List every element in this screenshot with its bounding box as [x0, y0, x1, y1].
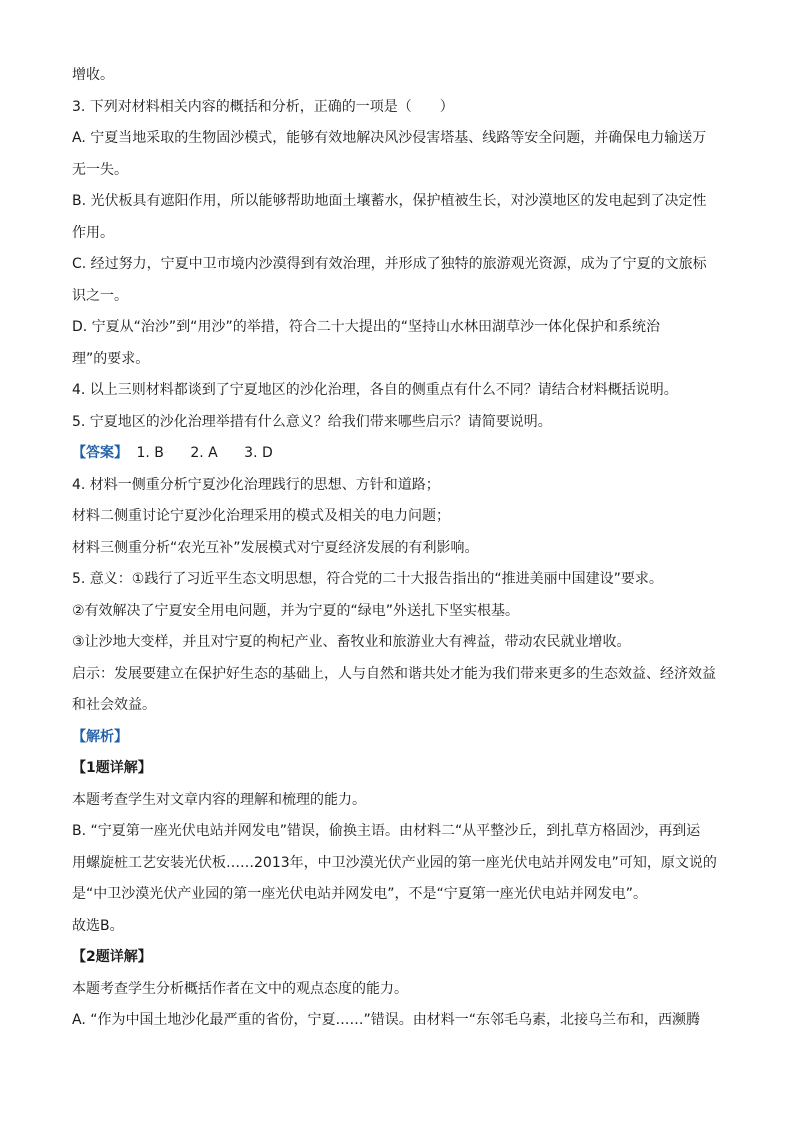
q2-line-1: 本题考查学生分析概括作者在文中的观点态度的能力。: [72, 981, 408, 997]
option-b-line-1: B. 光伏板具有遮阳作用，所以能够帮助地面土壤蓄水，保护植被生长，对沙漠地区的发电起到了决定性: [72, 193, 707, 209]
text-line: 增收。: [72, 67, 114, 83]
option-a-line-1: A. 宁夏当地采取的生物固沙模式，能够有效地解决风沙侵害塔基、线路等安全问题，并确保电力输送万: [72, 130, 707, 146]
answer-item: 1. B: [136, 445, 164, 461]
answer-5-line-3: ③让沙地大变样，并且对宁夏的枸杞产业、畜牧业和旅游业大有裨益，带动农民就业增收。: [72, 634, 631, 650]
q1-line-5: 故选B。: [72, 918, 124, 934]
question-3: 3. 下列对材料相关内容的概括和分析，正确的一项是（ ）: [72, 99, 454, 115]
option-c-line-1: C. 经过努力，宁夏中卫市境内沙漠得到有效治理，并形成了独特的旅游观光资源，成为了宁夏的文旅标: [72, 256, 707, 272]
analysis-tag: 【解析】: [72, 729, 128, 745]
option-a-line-2: 无一失。: [72, 162, 128, 178]
q1-line-1: 本题考查学生对文章内容的理解和梳理的能力。: [72, 792, 366, 808]
question-5: 5. 宁夏地区的沙化治理举措有什么意义？给我们带来哪些启示？请简要说明。: [72, 414, 552, 430]
option-d-line-2: 理”的要求。: [72, 351, 150, 367]
answer-item: 2. A: [190, 445, 218, 461]
option-c-line-2: 识之一。: [72, 288, 128, 304]
q2-line-2: A. “作为中国土地沙化最严重的省份，宁夏……”错误。由材料一“东邻毛乌素，北接乌兰布和，西濒腾: [72, 1012, 700, 1028]
option-b-line-2: 作用。: [72, 225, 114, 241]
answer-4-line-1: 4. 材料一侧重分析宁夏沙化治理践行的思想、方针和道路；: [72, 477, 440, 493]
q1-line-2: B. “宁夏第一座光伏电站并网发电”错误，偷换主语。由材料二“从平整沙丘，到扎草方格固沙，再到运: [72, 823, 701, 839]
answer-tag: 【答案】: [72, 445, 128, 461]
answer-4-line-2: 材料二侧重讨论宁夏沙化治理采用的模式及相关的电力问题；: [72, 508, 450, 524]
answer-5-line-4: 启示：发展要建立在保护好生态的基础上，人与自然和谐共处才能为我们带来更多的生态效益、经济效益: [72, 666, 716, 682]
answer-5-line-2: ②有效解决了宁夏安全用电问题，并为宁夏的“绿电”外送扎下坚实根基。: [72, 603, 520, 619]
answer-5-line-5: 和社会效益。: [72, 697, 156, 713]
answer-line: [72, 444, 295, 462]
question-4: 4. 以上三则材料都谈到了宁夏地区的沙化治理，各自的侧重点有什么不同？请结合材料概括说明。: [72, 382, 678, 398]
answer-4-line-3: 材料三侧重分析“农光互补”发展模式对宁夏经济发展的有利影响。: [72, 540, 479, 556]
answer-5-line-1: 5. 意义：①践行了习近平生态文明思想，符合党的二十大报告指出的“推进美丽中国建设”要求。: [72, 571, 663, 587]
option-d-line-1: D. 宁夏从“治沙”到“用沙”的举措，符合二十大提出的“坚持山水林田湖草沙一体化保护和系统治: [72, 319, 660, 335]
q1-line-4: 是“中卫沙漠光伏产业园的第一座光伏电站并网发电”，不是“宁夏第一座光伏电站并网发电”。: [72, 886, 648, 902]
q2-detail-head: 【2题详解】: [72, 949, 152, 965]
q1-detail-head: 【1题详解】: [72, 760, 152, 776]
q1-line-3: 用螺旋桩工艺安装光伏板……2013年，中卫沙漠光伏产业园的第一座光伏电站并网发电”可知，原文说的: [72, 855, 717, 871]
answer-item: 3. D: [244, 445, 273, 461]
